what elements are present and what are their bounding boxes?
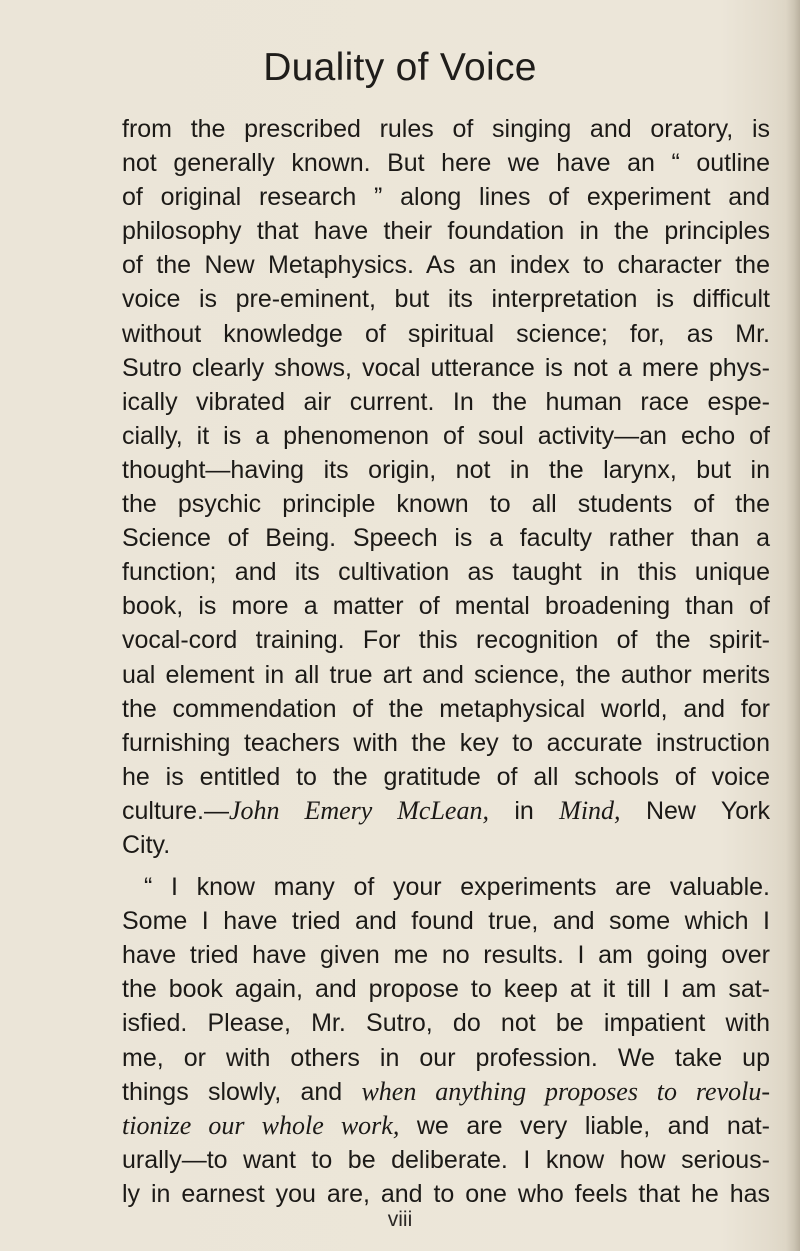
text-line: from the prescribed rules of singing and oratory, is <box>122 115 770 143</box>
text-line: Science of Being. Speech is a faculty rather than a <box>122 524 770 553</box>
text-line: “ I know many of your experiments are valuable. <box>144 873 770 902</box>
text-line: City. <box>122 830 171 859</box>
text-line: urally—to want to be deliberate. I know how serious- <box>122 1145 770 1174</box>
text-line: without knowledge of spiritual science; for, as Mr. <box>122 319 770 348</box>
attribution-line <box>122 794 770 828</box>
text-span: we are very liable, and nat- <box>399 1111 771 1140</box>
text-line: the commendation of the metaphysical world, and for <box>122 694 770 723</box>
text-line: me, or with others in our profession. We take up <box>122 1043 770 1072</box>
italic-span: tionize our whole work, <box>122 1110 400 1140</box>
text-line: furnishing teachers with the key to accurate instruction <box>122 728 770 757</box>
attribution-journal: Mind, <box>559 795 621 825</box>
text-line: the psychic principle known to all students of the <box>122 490 770 519</box>
text-line: ically vibrated air current. In the human race espe- <box>122 387 770 416</box>
paragraph-1 <box>122 112 770 862</box>
text-line: ly in earnest you are, and to one who feels that he has <box>122 1179 770 1208</box>
page-number: viii <box>387 1208 413 1231</box>
text-line: of original research ” along lines of experiment and <box>122 183 770 212</box>
text-line: not generally known. But here we have an “ outline <box>122 149 770 178</box>
text-line: he is entitled to the gratitude of all schools of voice <box>122 762 770 791</box>
text-line: vocal-cord training. For this recognition of the spirit- <box>122 626 770 655</box>
italic-span: when anything proposes to revolu- <box>361 1076 770 1106</box>
text-line: ual element in all true art and science, the author merits <box>122 660 770 689</box>
text-line: isfied. Please, Mr. Sutro, do not be impatient with <box>122 1009 770 1038</box>
text-line: book, is more a matter of mental broadening than of <box>122 592 770 621</box>
page-edge-shadow <box>786 0 800 1251</box>
text-line: philosophy that have their foundation in the principles <box>122 217 770 246</box>
paragraph-gap <box>122 862 770 870</box>
text-line: Some I have tried and found true, and some which I <box>122 907 770 936</box>
text-line: thought—having its origin, not in the larynx, but in <box>122 455 770 484</box>
paragraph-2 <box>122 870 770 1211</box>
running-head: Duality of Voice <box>263 46 537 89</box>
text-line: function; and its cultivation as taught in this unique <box>122 558 770 587</box>
text-line: of the New Metaphysics. As an index to character the <box>122 251 770 280</box>
attribution-connector: in <box>488 796 560 825</box>
text-line: have tried have given me no results. I am going over <box>122 941 770 970</box>
text-line-with-italic <box>122 1109 770 1143</box>
body-text <box>122 112 770 1211</box>
attribution-place: New York <box>620 796 770 825</box>
attribution-prefix: culture.— <box>122 796 229 825</box>
text-line: voice is pre-eminent, but its interpretation is difficult <box>122 285 770 314</box>
text-line-with-italic <box>122 1075 770 1109</box>
text-line: Sutro clearly shows, vocal utterance is not a mere phys- <box>122 353 770 382</box>
text-line: the book again, and propose to keep at it till I am sat- <box>122 975 770 1004</box>
text-span: things slowly, and <box>122 1077 362 1106</box>
text-line: cially, it is a phenomenon of soul activity—an echo of <box>122 421 770 450</box>
attribution-author: John Emery McLean, <box>228 795 489 825</box>
